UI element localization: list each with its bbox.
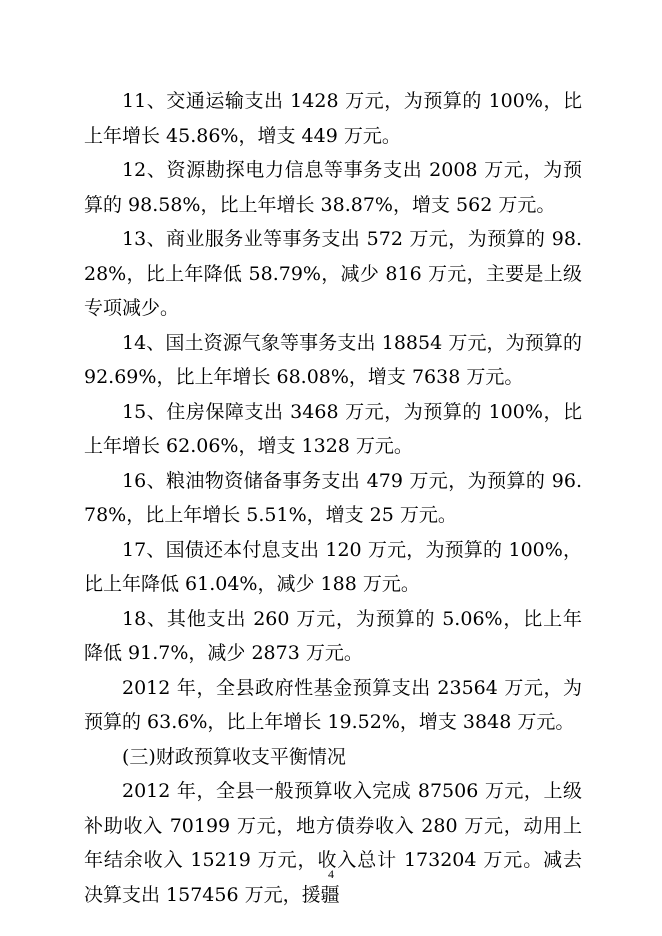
document-body <box>84 84 582 912</box>
paragraph-housing: 15、住房保障支出 3468 万元，为预算的 100%，比上年增长 62.06%，增支 1328 万元。 <box>84 400 583 457</box>
paragraph-land-resources: 14、国土资源气象等事务支出 18854 万元，为预算的 92.69%，比上年增长 68.08%，增支 7638 万元。 <box>84 331 582 388</box>
page-number: 4 <box>328 867 334 881</box>
paragraph-budget-balance: 2012 年，全县一般预算收入完成 87506 万元，上级补助收入 70199 万元，地方债券收入 280 万元，动用上年结余收入 15219 万元，收入总计 173204 万元。减去决算支出 157456 万元，援疆 <box>84 780 582 906</box>
paragraph-debt-service: 17、国债还本付息支出 120 万元，为预算的 100%，比上年降低 61.04%，减少 188 万元。 <box>84 538 582 595</box>
paragraph-resources: 12、资源勘探电力信息等事务支出 2008 万元，为预算的 98.58%，比上年增长 38.87%，增支 562 万元。 <box>84 159 582 216</box>
paragraph-fund-budget: 2012 年，全县政府性基金预算支出 23564 万元，为预算的 63.6%，比上年增长 19.52%，增支 3848 万元。 <box>84 676 582 733</box>
section-heading: (三)财政预算收支平衡情况 <box>122 745 346 768</box>
paragraph-transport: 11、交通运输支出 1428 万元，为预算的 100%，比上年增长 45.86%，增支 449 万元。 <box>84 90 583 147</box>
paragraph-commerce: 13、商业服务业等事务支出 572 万元，为预算的 98.28%，比上年降低 58.79%，减少 816 万元，主要是上级专项减少。 <box>84 228 582 319</box>
paragraph-grain-reserves: 16、粮油物资储备事务支出 479 万元，为预算的 96.78%，比上年增长 5.51%，增支 25 万元。 <box>84 469 582 526</box>
paragraph-other-expenditure: 18、其他支出 260 万元，为预算的 5.06%，比上年降低 91.7%，减少 2873 万元。 <box>84 607 582 664</box>
